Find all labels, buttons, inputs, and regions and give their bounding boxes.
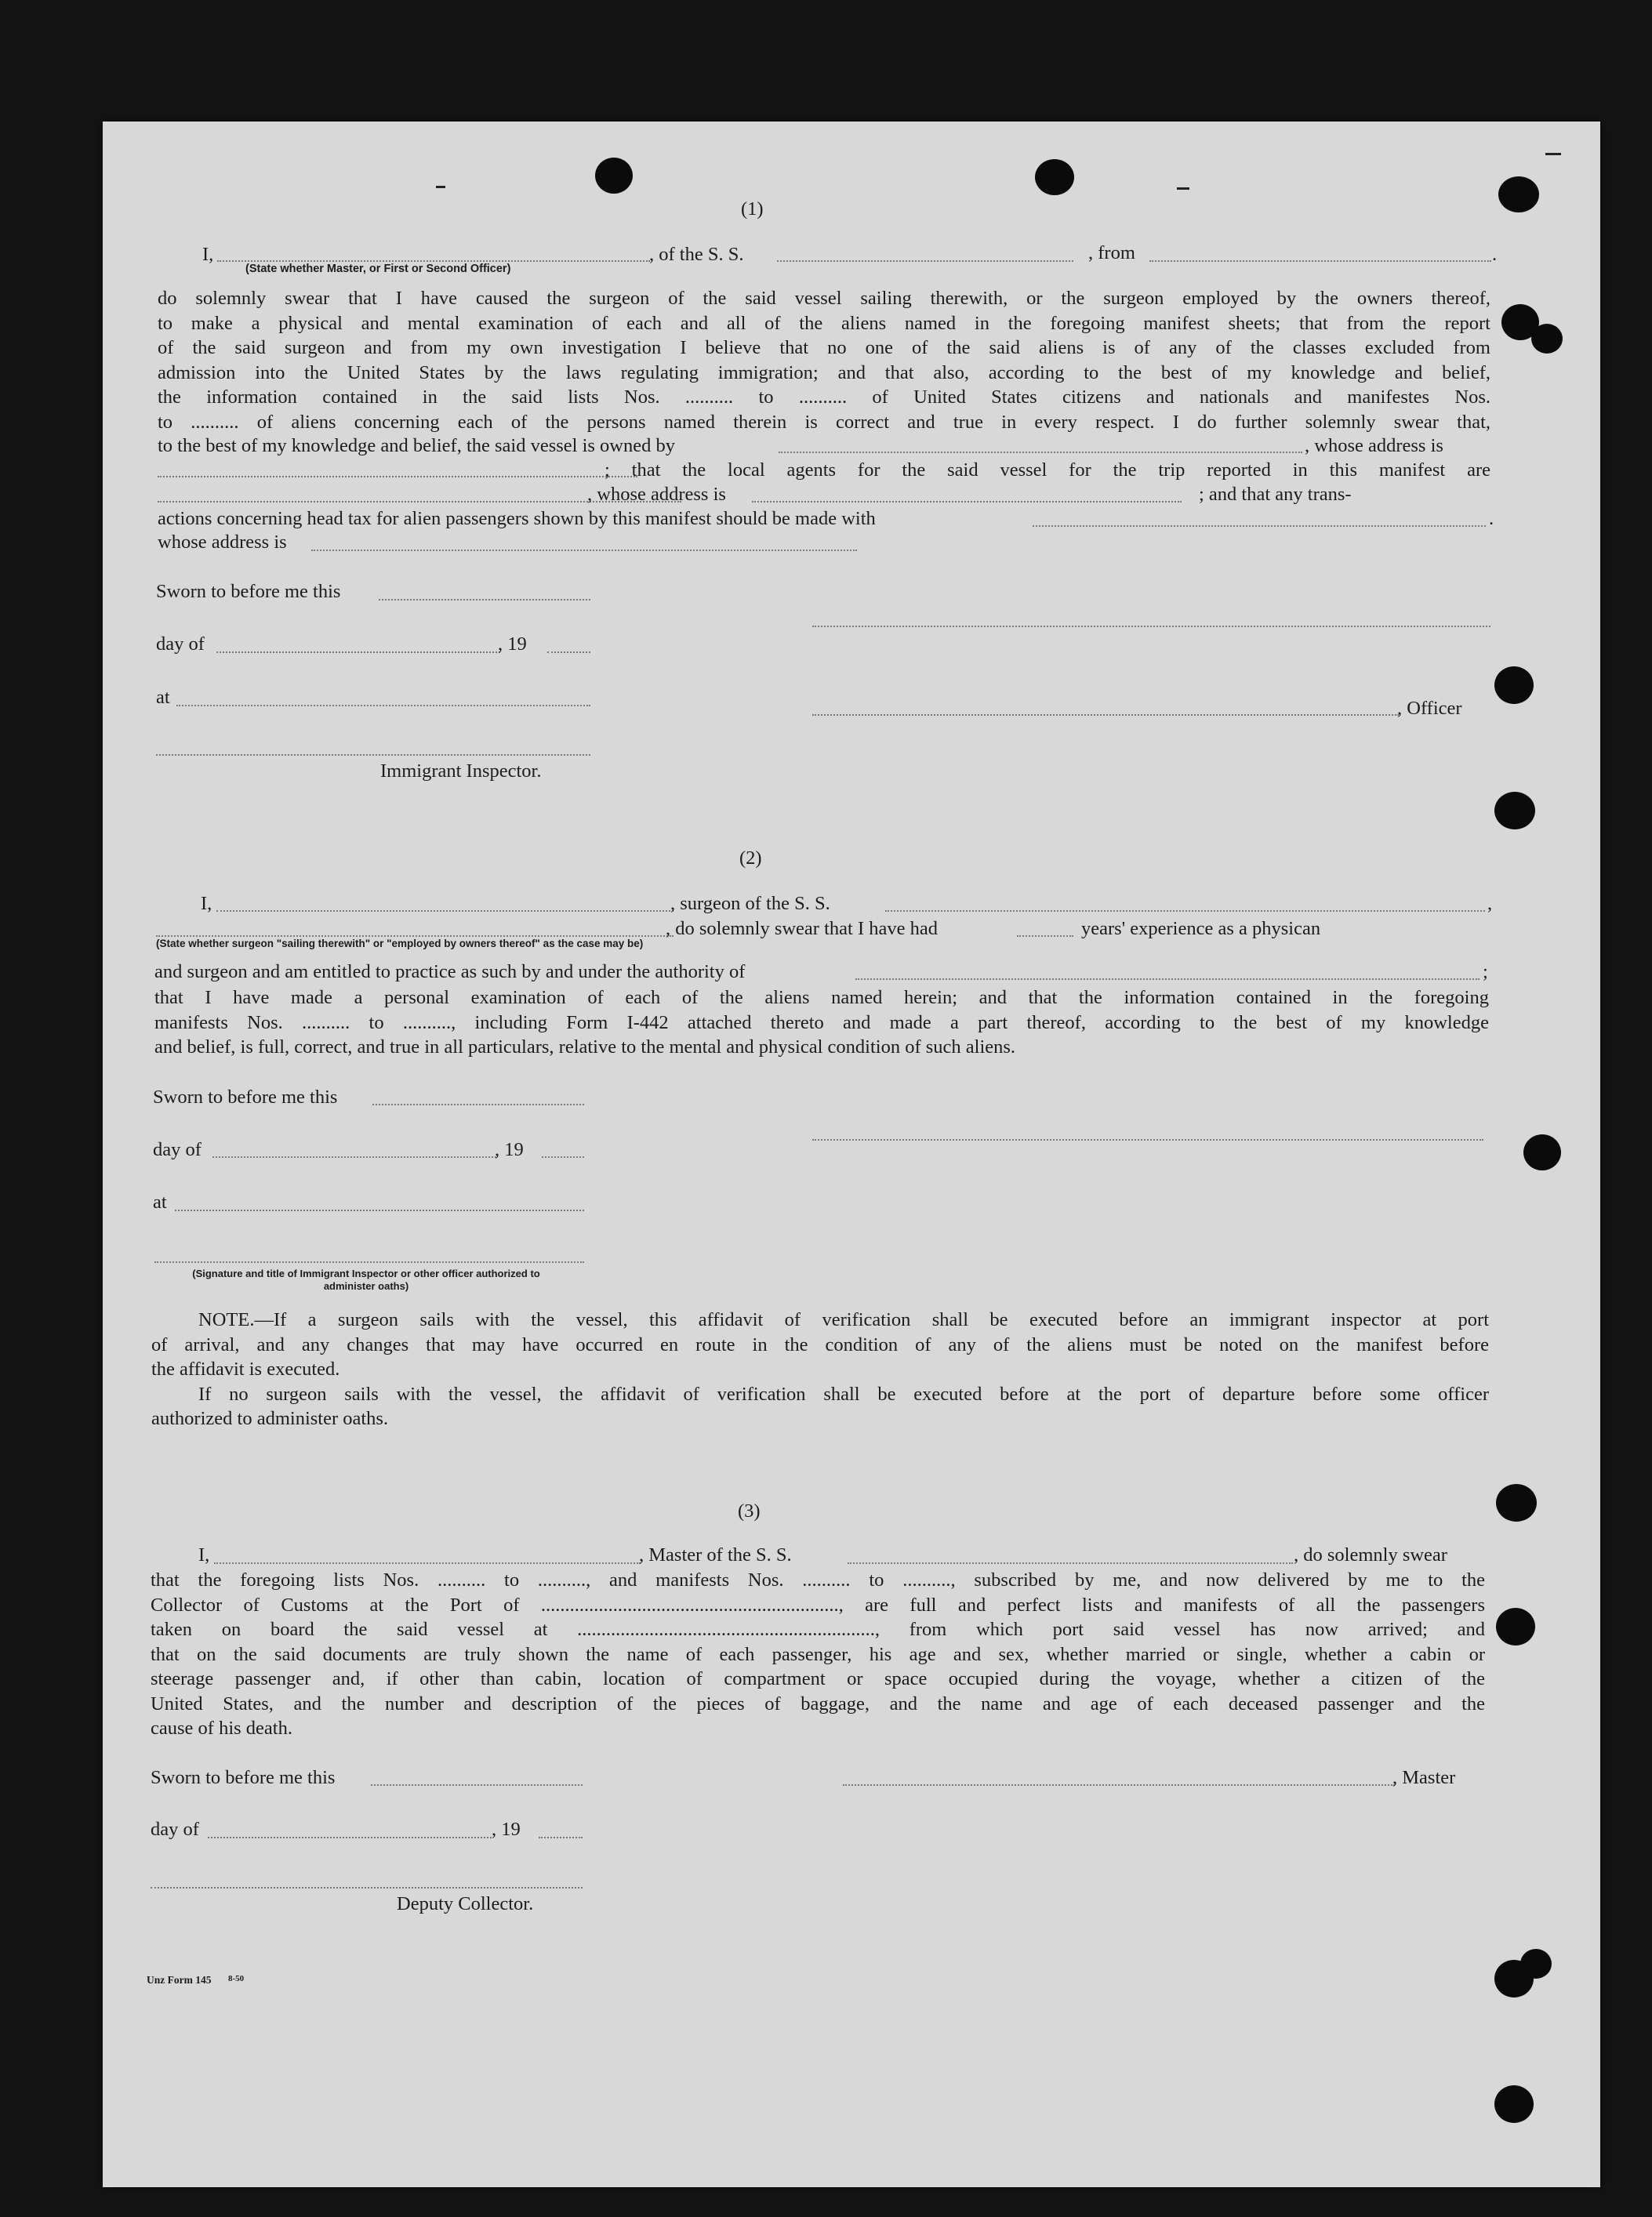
do-solemnly-label: , do solemnly swear bbox=[1294, 1544, 1447, 1566]
semicolon: ; bbox=[1483, 961, 1488, 982]
owned-by-label: to the best of my knowledge and belief, the said vessel is owned by bbox=[158, 435, 675, 456]
inspector-label: Immigrant Inspector. bbox=[380, 760, 542, 782]
punch-hole bbox=[1035, 159, 1074, 195]
inspector-signature-line[interactable] bbox=[154, 1261, 584, 1263]
master-of-label: , Master of the S. S. bbox=[639, 1544, 792, 1566]
surgeon-vessel-field[interactable] bbox=[885, 910, 1485, 912]
head-tax-field[interactable] bbox=[1033, 525, 1486, 527]
month-field[interactable] bbox=[208, 1837, 492, 1838]
section-2-line: that I have made a personal examination of each of the aliens named herein; and that the information contained in the foregoing bbox=[154, 987, 1489, 1008]
comma: , bbox=[1487, 893, 1493, 914]
year-field[interactable] bbox=[547, 651, 590, 653]
agents-address-label: , whose address is bbox=[587, 484, 726, 505]
deputy-signature-line[interactable] bbox=[151, 1887, 583, 1889]
officer-signature-line[interactable] bbox=[812, 626, 1490, 627]
punch-hole bbox=[1494, 792, 1535, 829]
punch-hole bbox=[1531, 324, 1563, 354]
section-2-number: (2) bbox=[739, 847, 762, 869]
note-line: the affidavit is executed. bbox=[151, 1359, 340, 1380]
year-field[interactable] bbox=[542, 1156, 584, 1158]
place-field[interactable] bbox=[176, 705, 590, 706]
section-1-line: to .......... of aliens concerning each of the persons named therein is correct and true in every respect. I do further solemnly swear that, bbox=[158, 411, 1490, 433]
years-field[interactable] bbox=[1017, 935, 1073, 937]
authority-label: and surgeon and am entitled to practice as such by and under the authority of bbox=[154, 961, 746, 982]
section-1-line: the information contained in the said lists Nos. .......... to .......... of United States citizens and nationals and manifestes Nos. bbox=[158, 386, 1490, 408]
year-field[interactable] bbox=[539, 1837, 583, 1838]
punch-hole bbox=[595, 158, 633, 194]
master-signature-line[interactable] bbox=[843, 1784, 1395, 1786]
of-ss-label: , of the S. S. bbox=[649, 244, 744, 265]
month-field[interactable] bbox=[216, 651, 500, 653]
intro-i: I, bbox=[198, 1544, 210, 1566]
officer-label: , Officer bbox=[1397, 698, 1462, 719]
section-2-line: manifests Nos. .......... to .........., including Form I-442 attached thereto and made a part thereof, according to the best of my knowledge bbox=[154, 1011, 1489, 1033]
at-label: at bbox=[153, 1192, 167, 1213]
punch-hole bbox=[1494, 666, 1534, 704]
intro-i: I, bbox=[201, 893, 212, 914]
section-3-line: United States, and the number and description of the pieces of baggage, and the name and age of each deceased passenger and the bbox=[151, 1693, 1485, 1714]
day-of-label: day of bbox=[156, 633, 205, 655]
speck bbox=[1177, 187, 1189, 190]
section-1-line: admission into the United States by the laws regulating immigration; and that also, according to the best of my knowledge and belief, bbox=[158, 361, 1490, 383]
year-prefix: , 19 bbox=[498, 633, 527, 655]
inspector-signature-line[interactable] bbox=[156, 754, 590, 756]
place-field[interactable] bbox=[175, 1210, 584, 1211]
form-date: 8-50 bbox=[228, 1974, 245, 1983]
at-label: at bbox=[156, 687, 170, 708]
day-of-label: day of bbox=[151, 1819, 199, 1840]
section-3-line: steerage passenger and, if other than cabin, location of compartment or space occupied during the voyage, whether a citizen of the bbox=[151, 1668, 1485, 1689]
and-that-label: ; and that any trans- bbox=[1199, 484, 1352, 505]
punch-hole bbox=[1496, 1484, 1537, 1522]
punch-hole bbox=[1494, 2085, 1534, 2123]
whose-address-label: , whose address is bbox=[1305, 435, 1443, 456]
punch-hole bbox=[1498, 176, 1539, 212]
from-label: , from bbox=[1088, 242, 1135, 263]
year-prefix: , 19 bbox=[492, 1819, 521, 1840]
section-3-line: that on the said documents are truly shown the name of each passenger, his age and sex, whether married or single, whether a cabin or bbox=[151, 1643, 1485, 1665]
officer-title-line[interactable] bbox=[812, 714, 1399, 716]
day-of-label: day of bbox=[153, 1139, 202, 1160]
note-line: of arrival, and any changes that may have occurred en route in the condition of any of the aliens must be noted on the manifest before bbox=[151, 1333, 1489, 1355]
sworn-day-field[interactable] bbox=[372, 1104, 584, 1105]
month-field[interactable] bbox=[212, 1156, 496, 1158]
section-1-line: to make a physical and mental examination of each and all of the aliens named in the foregoing manifest sheets; that from the report bbox=[158, 312, 1490, 334]
master-label: , Master bbox=[1392, 1767, 1456, 1788]
owner-address-field[interactable] bbox=[158, 476, 637, 477]
speck bbox=[436, 186, 445, 188]
intro-i: I, bbox=[202, 244, 214, 265]
section-1-number: (1) bbox=[741, 198, 764, 220]
section-1-paragraph bbox=[158, 286, 1490, 434]
head-tax-label: actions concerning head tax for alien passengers shown by this manifest should be made with bbox=[158, 508, 876, 529]
section-3-paragraph bbox=[151, 1568, 1485, 1741]
owner-field[interactable] bbox=[779, 452, 1302, 453]
years-label: years' experience as a physican bbox=[1081, 918, 1321, 939]
whose-address-label-2: whose address is bbox=[158, 532, 287, 553]
speck bbox=[1545, 153, 1561, 155]
surgeon-status-field[interactable] bbox=[156, 935, 674, 937]
section-1-line: of the said surgeon and from my own investigation I believe that no one of the said aliens is of any of the classes excluded from bbox=[158, 337, 1490, 358]
section-3-line: that the foregoing lists Nos. .......... to .........., and manifests Nos. .......... to .........., subscribed by me, and now delivered by me to the bbox=[151, 1569, 1485, 1591]
sworn-label: Sworn to before me this bbox=[151, 1767, 336, 1788]
form-id: Unz Form 145 bbox=[147, 1974, 212, 1986]
signature-hint: (Signature and title of Immigrant Inspector or other officer authorized to administer oaths) bbox=[192, 1268, 540, 1292]
note-line: If no surgeon sails with the vessel, the affidavit of verification shall be executed before at the port of departure before some officer bbox=[198, 1383, 1489, 1405]
agents-address-field[interactable] bbox=[752, 501, 1182, 503]
surgeon-signature-line[interactable] bbox=[812, 1139, 1483, 1141]
surgeon-name-field[interactable] bbox=[216, 910, 674, 912]
do-solemnly-label: , do solemnly swear that I have had bbox=[666, 918, 938, 939]
period: . bbox=[1489, 508, 1494, 529]
head-tax-address-field[interactable] bbox=[311, 550, 857, 551]
vessel-name-field[interactable] bbox=[777, 260, 1073, 262]
surgeon-of-label: , surgeon of the S. S. bbox=[670, 893, 830, 914]
section-2-paragraph bbox=[154, 985, 1489, 1060]
officer-name-field[interactable] bbox=[217, 260, 650, 262]
note-line: authorized to administer oaths. bbox=[151, 1408, 389, 1429]
section-1-line: do solemnly swear that I have caused the surgeon of the said vessel sailing therewith, or the surgeon employed by the owners thereof, bbox=[158, 288, 1490, 309]
sworn-day-field[interactable] bbox=[379, 599, 590, 601]
authority-field[interactable] bbox=[855, 978, 1480, 980]
section-3-line: taken on board the said vessel at .............................................................., from which port said vessel has now arrived; and bbox=[151, 1619, 1485, 1640]
note-line: NOTE.—If a surgeon sails with the vessel, this affidavit of verification shall be executed before an immigrant inspector at port bbox=[198, 1309, 1489, 1330]
section-3-line: cause of his death. bbox=[151, 1718, 292, 1739]
section-2-line: and belief, is full, correct, and true in all particulars, relative to the mental and physical condition of such aliens. bbox=[154, 1036, 1016, 1058]
period: . bbox=[1492, 244, 1498, 265]
punch-hole bbox=[1523, 1134, 1561, 1170]
sworn-day-field[interactable] bbox=[371, 1784, 583, 1786]
master-vessel-field[interactable] bbox=[848, 1562, 1293, 1564]
master-name-field[interactable] bbox=[214, 1562, 641, 1564]
local-agents-label: ; that the local agents for the said vessel for the trip reported in this manifest are bbox=[605, 459, 1490, 481]
section-3-number: (3) bbox=[738, 1500, 761, 1522]
surgeon-hint: (State whether surgeon "sailing therewith" or "employed by owners thereof" as the case may be) bbox=[156, 938, 644, 949]
form-sheet bbox=[103, 122, 1600, 2187]
note-paragraph bbox=[151, 1308, 1489, 1431]
punch-hole bbox=[1496, 1608, 1535, 1646]
section-3-line: Collector of Customs at the Port of .............................................................., are full and perfect lists and manifests of all the passengers bbox=[151, 1594, 1485, 1616]
sworn-label: Sworn to before me this bbox=[156, 581, 341, 602]
from-port-field[interactable] bbox=[1149, 260, 1491, 262]
officer-hint: (State whether Master, or First or Second Officer) bbox=[245, 263, 511, 275]
sworn-label: Sworn to before me this bbox=[153, 1087, 338, 1108]
year-prefix: , 19 bbox=[495, 1139, 524, 1160]
punch-hole bbox=[1520, 1949, 1552, 1979]
deputy-label: Deputy Collector. bbox=[397, 1893, 534, 1914]
